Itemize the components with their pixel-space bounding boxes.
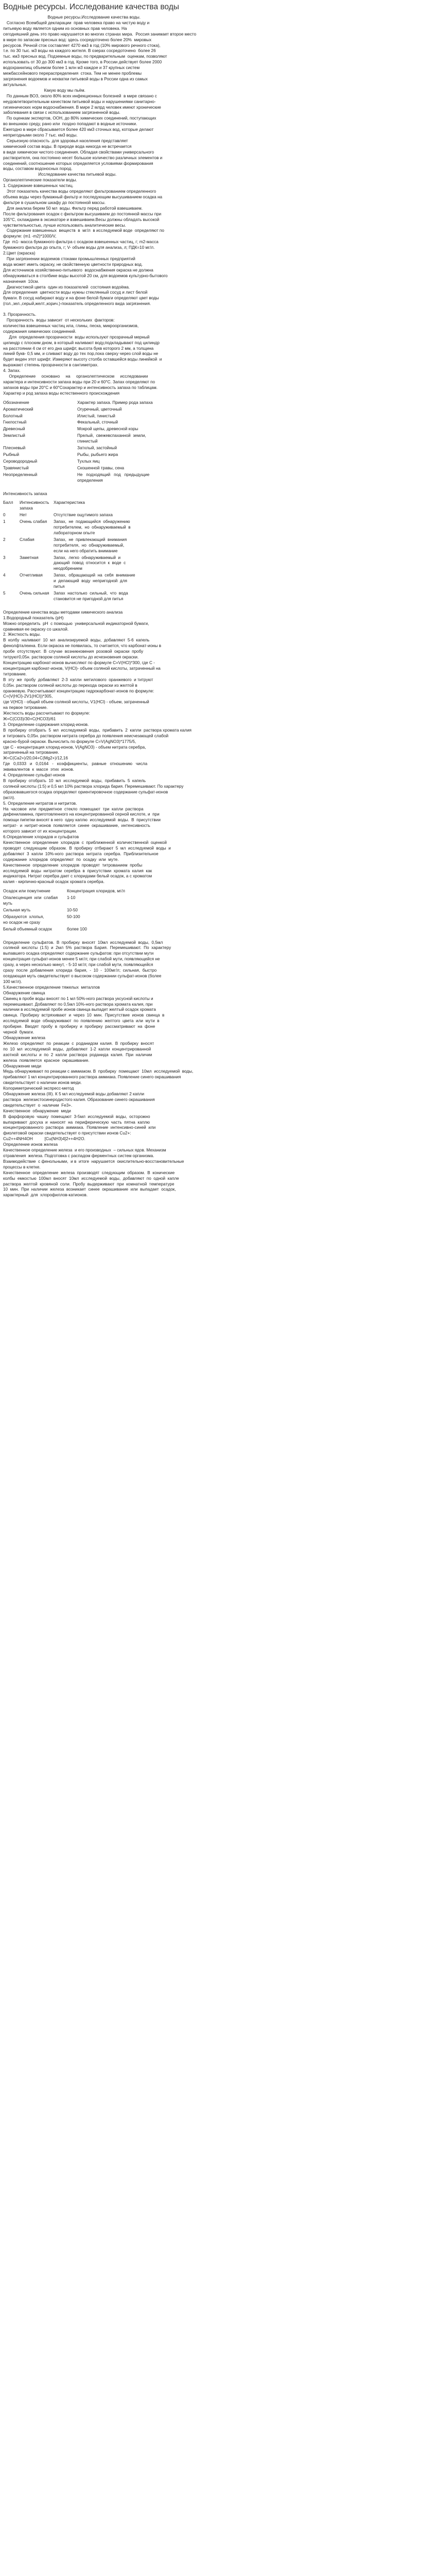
table-cell: 10-50 (67, 907, 78, 912)
table-row (3, 555, 189, 573)
table-header-cell: Интенсивность запаха (20, 500, 49, 511)
paragraph: В эту же пробу добавляют 2-3 капли метилового оранжевого и титруют 0,05н. раствором соляной кислоты до перехода окраски из желтой в оранжевую. Рассчитывают концентрацию гидрокарбонат-ионов по формуле: (3, 677, 154, 693)
paragraph: 1. Содержание взвешенных частиц. (3, 183, 74, 189)
paragraph: По данным ВОЗ, около 80% всех инфекционных болезней в мире связано с неудовлетворительным качеством питьевой воды и нарушениями санитарно- гигиенических норм водоснабжения. В мире 2 млрд человек имеют хронические заболевания в связи с использованием загрязненной воды. (3, 93, 161, 115)
paragraph: Для анализа берем 50 мл воды. Фильтр перед работой взвешиваем. После фильтрования осадок с фильтром высушиваем до постоянной массы при 105°С, охлаждаем в эксикаторе и взвешиваем.Весы должны обладать высокой чувствительностью, лучше использовать аналитические весы. (3, 206, 162, 228)
table-cell: Запах, обращающий на себя внимание и делающий воду непригодной для питья (54, 573, 135, 589)
paragraph: C=(V(HCl)-2V1(HCl))*305, (3, 694, 53, 699)
table-cell: Запах настолько сильный, что вода становится не пригодной для питья (54, 591, 128, 601)
paragraph: Согласно Всембщей декларации прав человека право на чистую воду и питьевую воду является одним из основных прав человека. На сегодняшний день это право нарушается во многих странах мира. Россия занимает второе место в мире по запасам пресных вод: здесь сосредоточено более 20% мировых ресурсов. Речной сток составляет 4270 км3 в год (10% мирового речного стока), т.е. по 30 тыс. м3 воды на каждого жителя. В озерах сосредоточено более 26 тыс. км3 пресных вод. Подземные воды, по предварительным оценкам, позволяют использовать от 30 до 300 км3 в год. Кроме того, в России действует более 2000 водохранилищ объемом более 1 млн м3 каждое и 37 крупных систем межбассейнового перераспределения стока. Тем не менее проблемы загрязнения водоемов и нехватки питьевой воды в России одна из самых актуальных. (3, 20, 197, 87)
table-cell: Отчетливая (20, 573, 43, 578)
paragraph: 6.Определение хлоридов и сульфатов (3, 835, 79, 840)
paragraph: Водные ресурсы.Исследование качества воды. (3, 15, 141, 20)
table-header-row (3, 400, 213, 406)
table-row (3, 426, 213, 433)
paragraph: Исследование качества питьевой воды. (3, 172, 117, 177)
table-cell: Сероводородный (3, 459, 38, 464)
table-cell: Очень сильная (20, 591, 49, 596)
paragraph: Качественное определение железа и его производных – сильных ядов. Механизм отравления железа. Подготовка с распадом ферментных систем организма. Взаимодействие с фенольными, и в итоге нарушается окислительно-восстановительные процессы в клетке. (3, 1148, 184, 1170)
table-cell: 2 (3, 537, 6, 542)
table-cell: Белый объемный осадок (3, 926, 52, 931)
table-cell: Нет (20, 513, 27, 518)
table-row (3, 406, 213, 413)
table-cell: Неопределенный (3, 472, 38, 477)
table-row (3, 895, 203, 907)
table-row (3, 512, 189, 519)
paragraph: Органолептические показатели воды. (3, 178, 77, 183)
table-cell: Слабая (20, 537, 34, 542)
paragraph: Обнаружение железа (III). К 5 мл исследуемой воды добавляют 2 капли раствора железистосинеродистого калия. Образование синего окрашивания свидетельствует о наличии Fe3+. (3, 1092, 155, 1108)
paragraph: Определение качества воды методами химического анализа (3, 609, 123, 615)
paragraph: 3. Прозрачность. (3, 312, 37, 317)
paragraph: 4. Определение сульфат-ионов (3, 773, 65, 778)
table-row (3, 413, 213, 420)
table-cell: Огуречный, цветочный (77, 406, 122, 412)
table-cell: Болотный (3, 413, 23, 418)
table-2-table (3, 500, 189, 602)
paragraph: На часовое или предметное стекло помещают три капли раствора дифениламина, приготовленного на концентрированной серной кислоте, и при помощи пипетки вносят в него одну каплю исследуемой воды. В присутствии нитрат- и нитрит-ионов появляется синее окрашивание, интенсивность которого зависит от их концентрации. (3, 806, 161, 834)
table-cell: Ароматический (3, 406, 33, 412)
table-cell: Отсутствие ощутимого запаха (54, 513, 113, 518)
table-header-row (3, 500, 189, 512)
table-cell: Не подходящий под предыдущие определения (77, 472, 150, 483)
table-cell: более 100 (67, 926, 87, 931)
table-cell: 1 (3, 519, 6, 524)
table-cell: Илистый, тинистый (77, 413, 115, 418)
table-cell: Запах, легко обнаруживаемый и дающий повод относится к воде с неодобрением (54, 555, 126, 571)
table-header-cell: Балл (3, 500, 13, 505)
table-row (3, 459, 213, 465)
table-cell: Древесный (3, 427, 25, 432)
paragraph: Для определения прозрачности воды используют прозрачный мерный цилиндр с плоским дном, в который наливают воду,подкладывают под цилиндр на расстоянии 4 см от его дна шрифт, высота букв которого 2 мм, а толщина линий букв- 0,5 мм, и сливают воду до тех пор,пока сверху через слой воды не будет виден этот шрифт. Измеряют высоту столба оставшейся воды линейкой и выражают степень прозрачности в сантиметрах. (3, 334, 162, 368)
table-3-table (3, 888, 203, 933)
table-header-cell: Концентрация хлоридов, мг/л (67, 889, 125, 894)
table-cell: Запах, не подающийся обнаружению потребителем, но обнаруживаемый в лабораторном опыте (54, 519, 131, 535)
paragraph: В колбу наливают 10 мл анализируемой воды, добавляют 5-6 капель фенолфталеина. Если окраска не появилась, то считается, что карбонат-ионы в пробе отсутствуют. В случае возникновения розовой окраски пробу титруют0,05н. раствором соляной кислоты до исчезновения окраски. Концентрацию карбонат-ионов вычисляют по формуле C=V(HCl)*300, где С - концентрация карбонат-ионов, V(HCl)- объем соляной кислоты, затраченный на титрование. (3, 638, 162, 676)
table-row (3, 907, 203, 914)
paragraph: Качественное определение хлоридов проводят титрованием пробы исследуемой воды нитратом серебра в присутствии хромата калия как индикатора. Нитрат серебра дает с хлоридами белый осадок, а с хроматом калия - кирпично-красный осадок хромата серебра. (3, 862, 152, 885)
table-row (3, 445, 213, 452)
paragraph: Серьезную опасность для здоровья населения представляет химический состав воды. В природе вода никогда не встречается в виде химически чистого соединения. Обладая свойствами универсального растворителя, она постоянно несет большое количество различных элементов и соединений, соотношение которых определяется условиями формирования воды, составом водоносных пород. (3, 138, 163, 172)
paragraph: Железо определяют по реакции с роданидом калия. В пробирку вносят по 10 мл исследуемой воды, добавляют 1-2 капли концентрированной азотной кислоты и по 2 капли раствора роданида калия. При наличии железа появляется красное окрашивание. (3, 1041, 154, 1063)
table-cell: Прелый, свежевспаханной земли, глинистый (77, 433, 146, 444)
paragraph: 2. Жесткость воды. (3, 632, 41, 637)
paragraph: Этот показатель качества воды определяют фильтрованием определенного объема воды через бумажный фильтр и последующим высушиванием осадка на фильтре в сушильном шкафу до постоянной массы. (3, 189, 163, 205)
spacer (3, 605, 433, 610)
table-row (3, 537, 189, 555)
paragraph: По оценкам экспертов, ООН, до 80% химических соединений, поступающих во внешнюю среду, рано или поздно попадают в водные источники. Ежегодно в мире сбрасывается более 420 км3 сточных вод, которые делают непригодными около 7 тыс. км3 воды. (3, 116, 156, 138)
paragraph: Какую воду мы пьём. (3, 88, 85, 93)
paragraph: Определение основано на органолептическом исследовании характера и интенсивности запаха воды при 20 и 60°С. Запах определяют по запахов воды при 20°С и 60°Сохарактер и интенсивность запаха по таблицам. (3, 374, 158, 390)
table-header-row (3, 888, 203, 895)
table-header-cell: Характеристика (54, 500, 85, 505)
paragraph: 3. Определение содержания хлорид-ионов. (3, 722, 89, 727)
document-body (3, 15, 433, 1198)
paragraph: Обнаружение меди (3, 1063, 42, 1069)
paragraph: Колориметрический экспресс-метод (3, 1086, 74, 1091)
table-row (3, 433, 213, 445)
paragraph: 1.Водородный показатель (pH) (3, 615, 64, 620)
table-header-cell: Осадок или помутнение (3, 889, 50, 894)
table-1-table (3, 400, 213, 484)
table-row (3, 465, 213, 472)
paragraph: При загрязнении водоемов стоками промышленных предприятий вода может иметь окраску, не свойственную цветности природных вод. Для источников хозяйственно-питьевого водоснабжения окраска не должна обнаруживаться в столбике воды высотой 20 см, для водоемов культурно-бытового назначения 10см. (3, 256, 168, 284)
paragraph: Жесткость воды рассчитывают по формуле: (3, 711, 90, 716)
table-cell: Мокрой щепы, древесной коры (77, 427, 138, 432)
table-cell: Скошенной травы, сена (77, 465, 125, 470)
paragraph: Прозрачность воды зависит от нескольких факторов: количества взвешенных частиц ила, глины, песка, микроорганизмов, содержания химических соединений. (3, 318, 139, 334)
spacer (3, 307, 433, 312)
paragraph: 2.Цвет (окраска) (3, 251, 36, 256)
paragraph: В фарфоровую чашку помещают 3-5мл исследуемой воды, осторожно выпаривают досуха и наносят на периферическую часть пятна каплю концентрированного раствора аммиака. Появление интенсивно-синей или фиолетовой окраски свидетельствует о присутствии ионов Cu2+: (3, 1114, 156, 1136)
paragraph: Определение сульфатов. В пробирку вносят 10мл исследуемой воды, 0,5мл соляной кислоты (1:5) и 2мл 5% раствора Бария. Перемешивают. По характеру выпавшего осадка определяют содержание сульфатов: при отсутствии мути концентрация сульфат-ионов менее 5 мг/л; при слабой мути, появляющейся не сразу, а через несколько минут, - 5-10 мг/л; при слабой мути, появляющейся сразу после добавления хлорида бария, - 10 - 100мг/л; сильная, быстро оседающая муть свидетельствует о высоком содержании сульфат-ионов (более 100 мг/л). (3, 940, 171, 984)
document-page (0, 0, 436, 1204)
table-cell: 5 (3, 591, 6, 596)
table-cell: Землистый (3, 433, 25, 438)
table-row (3, 419, 213, 426)
paragraph: Качественное определение железа производят следующим образом. В конические колбы емкостью 100мл вносят 10мл исследуемой воды, добавляют по одной капле раствора желтой кровяной соли. Пробу выдерживают при комнатной температуре 10 мин. При наличии железа возникает синее окрашивание или выпадает осадок, характерный для хлорофиллов-катионов. (3, 1170, 179, 1198)
table-row (3, 519, 189, 537)
paragraph: Обнаружение свинца (3, 990, 45, 995)
document-title: Водные ресурсы. Исследование качества воды (3, 3, 179, 11)
table-row (3, 452, 213, 459)
table-cell: 1-10 (67, 895, 76, 901)
paragraph: Качественное определение хлоридов с приближенной количественной оценкой проводят следующим образом. В пробирку отбирают 5 мл исследуемой воды и добавляют 3 капли 10%-ного раствора нитрата серебра. Приблизительное содержание хлоридов определяют по осадку или муте. (3, 840, 171, 862)
table-cell: Сильная муть (3, 907, 31, 912)
spacer (3, 935, 433, 940)
table-cell: Затхлый, застойный (77, 446, 117, 451)
paragraph: Ж=C(Ca2+)/20,04+C(Mg2+)/12,16 (3, 756, 68, 761)
paragraph: Где 0,0333 и 0,0164 - коэффициенты, равные отношению числа эквивалентов к массе этих ионов. (3, 761, 148, 772)
paragraph: Медь обнаруживают по реакции с аммиаком. В пробирку помещают 10мл исследуемой воды, прибавляют 1 мл концентрированного раствора аммиака. Появление синего окрашивания свидетельствует о наличии ионов меди. (3, 1069, 194, 1086)
table-cell: Опалесценция или слабая муть (3, 895, 58, 906)
table-cell: Плесневый (3, 446, 26, 451)
table-cell: 4 (3, 573, 6, 578)
table-cell: 0 (3, 513, 6, 518)
paragraph: Определение ионов железа (3, 1142, 58, 1147)
table-header-cell: Характер запаха. Пример рода запаха (77, 400, 153, 405)
paragraph: Интенсивность запаха (3, 491, 47, 496)
paragraph: 5. Определение нитратов и нитритов. (3, 801, 77, 806)
paragraph: Свинец в пробе воды вносят по 1 мл 50%-ного раствора уксусной кислоты и перемешивают. Добавляют по 0,5мл 10%-ного раствора хромата калия, при наличии в исследуемой пробе ионов свинца выпадет желтый осадок хромата свинца. Пробирку встряхивают и через 10 мин. Присутствие ионов свинца в исследуемой воде обнаруживают по появлению желтого цвета или мути в пробирке. Вводят пробу в пробирку и пробирку рассматривают на фоне черной бумаги. (3, 996, 165, 1035)
table-cell: Гнилостный (3, 420, 27, 425)
table-cell: Травянистый (3, 465, 29, 470)
paragraph: Ж=C(CO3)/30+C(HCO3)/61 (3, 717, 56, 722)
paragraph: В пробирку отобрать 5 мл исследуемой воды, прибавить 2 капли раствора хромата калия и титровать 0,05н. раствором нитрата серебра до появления неисчезающей слабой красно-бурой окраски. Вычислить по формуле C=V(AgNO3)*1775/5, где С - концентрация хлорид-ионов, V(AgNO3) - объем нитрата серебра, затраченный на титрование. (3, 727, 191, 755)
table-cell: Рыбы, рыбьего жира (77, 452, 118, 457)
table-cell: Тухлых яиц (77, 459, 100, 464)
paragraph: Где m1- масса бумажного фильтра с осадком взвешенных частиц, г; m2-масса бумажного фильтра до опыта, г; V- объем воды для анализа, л; ПДК=10 мг/л. (3, 240, 159, 250)
paragraph: Качественное обнаружение меди (3, 1108, 71, 1113)
table-cell: 3 (3, 555, 6, 560)
table-cell: Образуются хлопья, но осадок не сразу (3, 914, 44, 925)
table-cell: 50-100 (67, 914, 80, 919)
paragraph: Характер и род запаха воды естественного происхождения (3, 391, 120, 396)
table-cell: Рыбный (3, 452, 20, 457)
paragraph: В пробирку отобрать 10 мл исследуемой воды, прибавить 5 капель соляной кислоты (1:5) и 0,5 мл 10% раствора хлорида бария. Перемешивают. По характеру образовавшегося осадка определяют ориентировочное содержание сульфат-ионов (мг/л). (3, 778, 184, 800)
table-cell: Заметная (20, 555, 39, 560)
paragraph: Можно определить pH с помощью универсальной индикаторной бумаги, сравнивая ее окраску со шкалой. (3, 621, 149, 632)
table-cell: Запах, не привлекающий внимания потребителя, но обнаруживаемый, если на него обратить внимание (54, 537, 127, 553)
paragraph: Обнаружение железа (3, 1035, 45, 1040)
paragraph: Диагностикой цвета один из показателей состояния водоёма. Для определения цветности воды нужны стеклянный сосуд и лист белой бумаги. В сосуд набирают воду и на фоне белой бумаги определяют цвет воды (гол.,зел.,серый,желт.,корич.)-показатель определенного вида загрязнения. (3, 284, 159, 307)
paragraph: Cu2++4NH4OH [Cu(NH3)4]2++4H2O. (3, 1137, 85, 1142)
table-cell: Фекальный, сточный (77, 420, 118, 425)
table-row (3, 590, 189, 603)
paragraph: 5.Качественное определение тяжелых металлов (3, 985, 100, 990)
table-row (3, 472, 213, 484)
table-row (3, 572, 189, 590)
spacer (3, 486, 433, 492)
table-row (3, 914, 203, 926)
paragraph: Содержание взвешенных веществ в мг/л в исследуемой воде определяют по формуле: (m1 -m2)*1000/V, (3, 228, 164, 239)
table-row (3, 926, 203, 933)
paragraph: 4. Запах. (3, 368, 21, 374)
paragraph: где V(HCl) - общий объем соляной кислоты, V1(HCl) - объем, затраченный на первое титрование. (3, 700, 149, 710)
table-cell: Очень слабая (20, 519, 47, 524)
table-header-cell: Обозначение (3, 400, 29, 405)
